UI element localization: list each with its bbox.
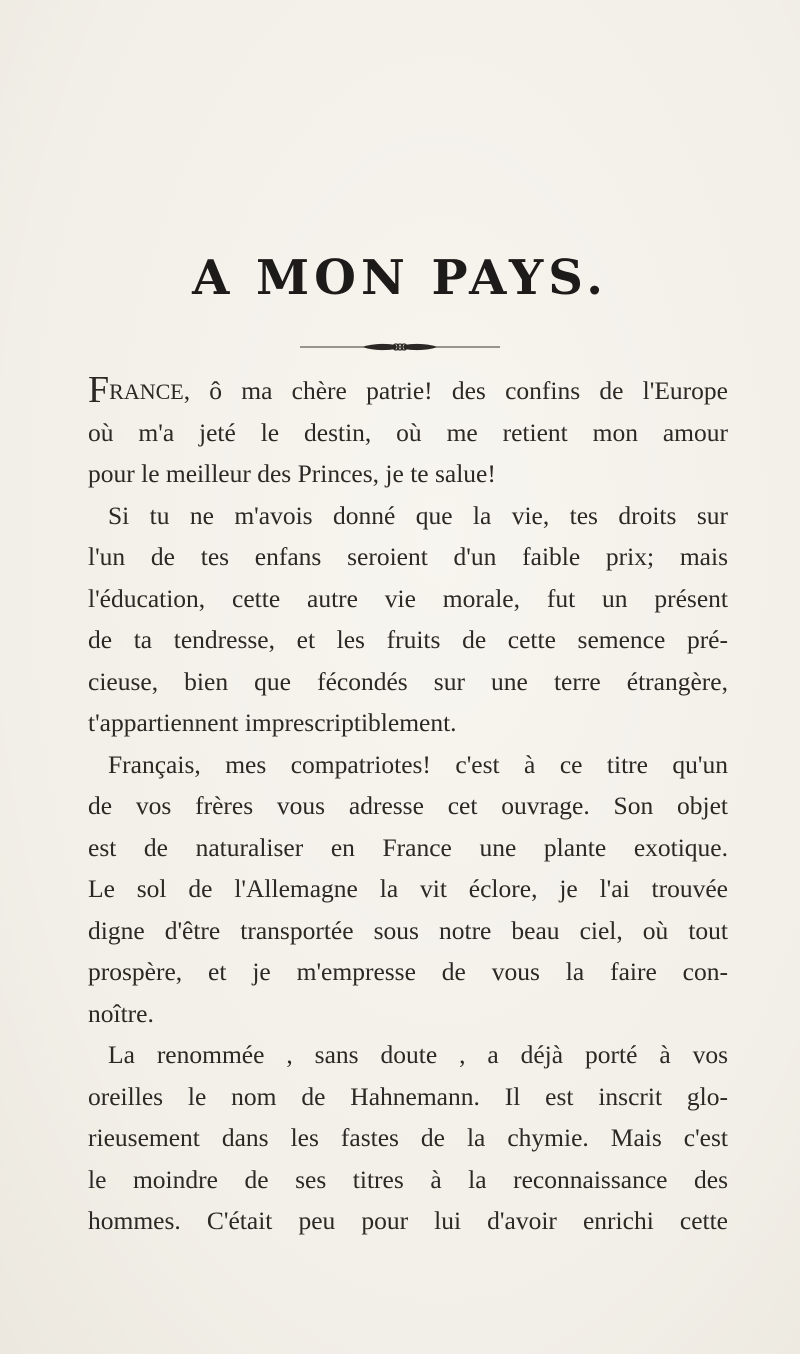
text-line: noître. [88,998,154,1028]
text-line: l'éducation, cette autre vie morale, fut un présent [88,583,728,613]
text-line: de ta tendresse, et les fruits de cette semence pré- [88,625,728,654]
small-caps-word: RANCE [109,379,184,404]
text-line: Français, mes compatriotes! c'est à ce titre qu'un [108,749,728,779]
text-line: hommes. C'était peu pour lui d'avoir enrichi cette [88,1206,728,1235]
text-line: pour le meilleur des Princes, je te salue! [88,459,496,488]
text-line: oreilles le nom de Hahnemann. Il est inscrit glo- [88,1081,728,1111]
text-line: Le sol de l'Allemagne la vit éclore, je l'ai trouvée [88,874,728,903]
text-line: est de naturaliser en France une plante exotique. [88,832,728,862]
text-line: prospère, et je m'empresse de vous la faire con- [88,957,728,986]
text-line: de vos frères vous adresse cet ouvrage. Son objet [88,791,728,820]
page-title: A MON PAYS. [192,250,608,306]
text-line: où m'a jeté le destin, où me retient mon amour [88,417,728,447]
drop-cap: F [88,369,110,411]
text-line: le moindre de ses titres à la reconnaissance des [88,1164,728,1194]
text-line: l'un de tes enfans seroient d'un faible prix; mais [88,542,728,571]
text-line: Si tu ne m'avois donné que la vie, tes droits sur [108,500,728,530]
text-line: cieuse, bien que fécondés sur une terre étrangère, [88,666,728,696]
text-line: FRANCE, ô ma chère patrie! des confins de l'Europe [88,369,728,411]
body-text [88,370,728,1242]
text-line: rieusement dans les fastes de la chymie. Mais c'est [88,1123,728,1152]
text-line: digne d'être transportée sous notre beau ciel, où tout [88,915,728,945]
text-line: La renommée , sans doute , a déjà porté à vos [108,1040,728,1069]
ornament-divider-icon [300,340,500,354]
text-line: t'appartiennent imprescriptiblement. [88,708,457,737]
